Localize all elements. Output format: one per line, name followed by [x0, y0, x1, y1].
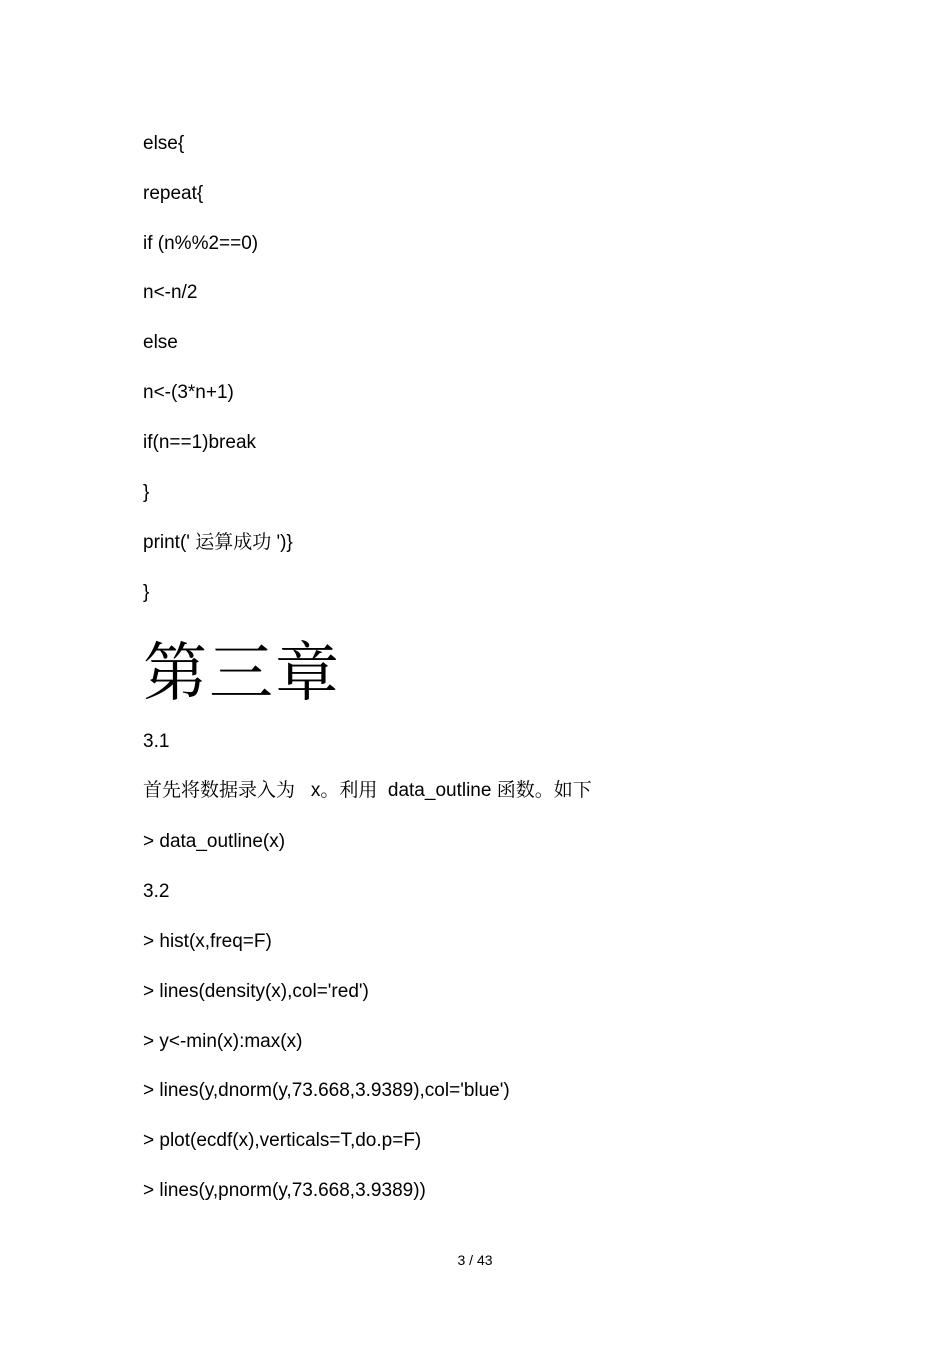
section-number: 3.2	[143, 881, 170, 902]
code-line: > lines(density(x),col='red')	[143, 981, 369, 1002]
code-line: if(n==1)break	[143, 432, 257, 453]
section-number: 3.1	[143, 731, 170, 752]
code-line: > hist(x,freq=F)	[143, 931, 272, 952]
code-line: }	[143, 482, 150, 503]
section-description: 首先将数据录入为 x。利用 data_outline 函数。如下	[143, 780, 592, 801]
code-line: repeat{	[143, 183, 204, 204]
code-line: print(' 运算成功 ')}	[143, 532, 293, 553]
code-line: > y<-min(x):max(x)	[143, 1031, 303, 1052]
code-line: n<-(3*n+1)	[143, 382, 234, 403]
code-line: > lines(y,pnorm(y,73.668,3.9389))	[143, 1180, 426, 1201]
code-line: else{	[143, 133, 185, 154]
code-line: }	[143, 582, 150, 603]
code-line: > lines(y,dnorm(y,73.668,3.9389),col='blue')	[143, 1080, 510, 1101]
code-line: n<-n/2	[143, 282, 198, 303]
code-line: > data_outline(x)	[143, 831, 286, 852]
chapter-heading: 第三章	[143, 637, 341, 711]
page-number: 3 / 43	[457, 1252, 493, 1268]
code-line: else	[143, 332, 178, 353]
code-line: if (n%%2==0)	[143, 233, 259, 254]
code-line: > plot(ecdf(x),verticals=T,do.p=F)	[143, 1130, 422, 1151]
